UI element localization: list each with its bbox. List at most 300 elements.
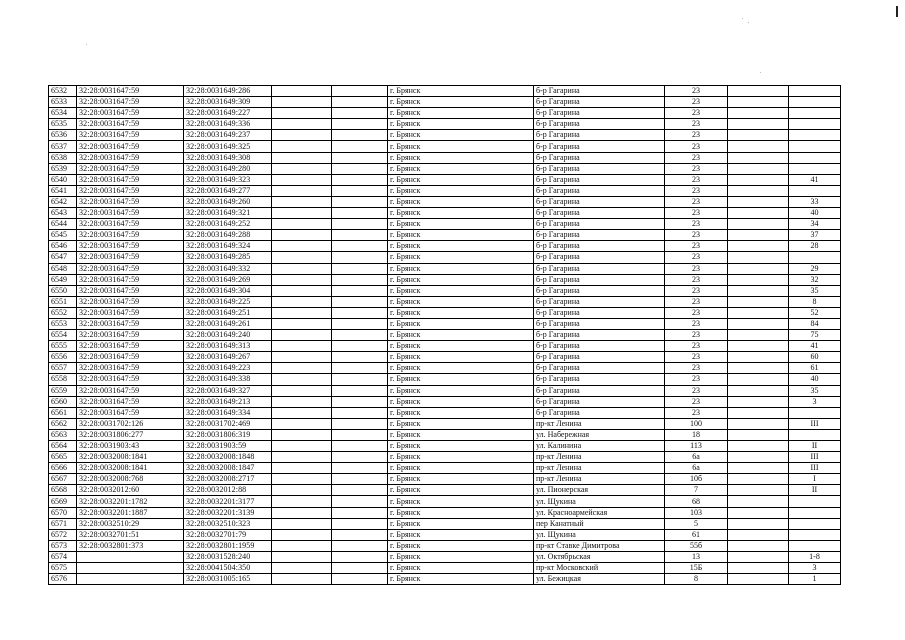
empty-cell (272, 307, 332, 318)
parent-cadastral-number-cell: 32:28:0031647:59 (77, 230, 184, 241)
cadastral-number-cell: 32:28:0031649:336 (184, 119, 272, 130)
city-cell: г. Брянск (388, 463, 534, 474)
city-cell: г. Брянск (388, 374, 534, 385)
table-row (49, 163, 841, 174)
street-cell: б-р Гагарина (534, 363, 665, 374)
premises-number-cell: 8 (789, 296, 841, 307)
street-cell: б-р Гагарина (534, 97, 665, 108)
premises-number-cell: 61 (789, 363, 841, 374)
empty-cell (272, 352, 332, 363)
empty-cell (332, 374, 388, 385)
parent-cadastral-number-cell: 32:28:0032201:1887 (77, 507, 184, 518)
street-cell: пр-кт Ленина (534, 452, 665, 463)
table-row (49, 119, 841, 130)
cadastral-number-cell: 32:28:0031649:277 (184, 185, 272, 196)
cadastral-number-cell: 32:28:0032012:88 (184, 485, 272, 496)
street-cell: пр-кт Ставке Димитрова (534, 540, 665, 551)
house-number-cell: 23 (665, 141, 728, 152)
cadastral-number-cell: 32:28:0031649:240 (184, 330, 272, 341)
cadastral-number-cell: 32:28:0031649:223 (184, 363, 272, 374)
empty-cell (728, 219, 789, 230)
table-row (49, 174, 841, 185)
premises-number-cell: 40 (789, 374, 841, 385)
cadastral-number-cell: 32:28:0031649:334 (184, 407, 272, 418)
house-number-cell: 23 (665, 219, 728, 230)
cadastral-number-cell: 32:28:0032008:1847 (184, 463, 272, 474)
parent-cadastral-number-cell: 32:28:0031647:59 (77, 330, 184, 341)
street-cell: пр-кт Московский (534, 563, 665, 574)
city-cell: г. Брянск (388, 163, 534, 174)
row-number-cell: 6572 (49, 529, 77, 540)
parent-cadastral-number-cell: 32:28:0031647:59 (77, 407, 184, 418)
premises-number-cell: 84 (789, 318, 841, 329)
scan-edge-mark (896, 6, 898, 17)
table-row (49, 352, 841, 363)
parent-cadastral-number-cell: 32:28:0031647:59 (77, 163, 184, 174)
street-cell: пер Канатный (534, 518, 665, 529)
street-cell: б-р Гагарина (534, 263, 665, 274)
premises-number-cell: 33 (789, 196, 841, 207)
house-number-cell: 23 (665, 330, 728, 341)
row-number-cell: 6569 (49, 496, 77, 507)
table-row (49, 529, 841, 540)
empty-cell (272, 152, 332, 163)
empty-cell (728, 86, 789, 97)
table-row (49, 429, 841, 440)
parent-cadastral-number-cell: 32:28:0031647:59 (77, 152, 184, 163)
house-number-cell: 23 (665, 363, 728, 374)
parent-cadastral-number-cell: 32:28:0031647:59 (77, 241, 184, 252)
parent-cadastral-number-cell: 32:28:0031647:59 (77, 130, 184, 141)
street-cell: б-р Гагарина (534, 352, 665, 363)
parent-cadastral-number-cell: 32:28:0031647:59 (77, 185, 184, 196)
house-number-cell: 6а (665, 452, 728, 463)
table-row (49, 208, 841, 219)
row-number-cell: 6567 (49, 474, 77, 485)
row-number-cell: 6548 (49, 263, 77, 274)
parent-cadastral-number-cell: 32:28:0031647:59 (77, 219, 184, 230)
row-number-cell: 6570 (49, 507, 77, 518)
premises-number-cell (789, 252, 841, 263)
city-cell: г. Брянск (388, 252, 534, 263)
empty-cell (728, 108, 789, 119)
empty-cell (728, 429, 789, 440)
table-row (49, 374, 841, 385)
empty-cell (728, 241, 789, 252)
city-cell: г. Брянск (388, 429, 534, 440)
table-row (49, 307, 841, 318)
city-cell: г. Брянск (388, 341, 534, 352)
premises-number-cell: 60 (789, 352, 841, 363)
house-number-cell: 15Б (665, 563, 728, 574)
cadastral-number-cell: 32:28:0031649:225 (184, 296, 272, 307)
parent-cadastral-number-cell: 32:28:0031647:59 (77, 252, 184, 263)
street-cell: б-р Гагарина (534, 241, 665, 252)
empty-cell (332, 152, 388, 163)
house-number-cell: 10б (665, 474, 728, 485)
house-number-cell: 23 (665, 296, 728, 307)
empty-cell (272, 551, 332, 562)
empty-cell (272, 130, 332, 141)
parent-cadastral-number-cell: 32:28:0031647:59 (77, 119, 184, 130)
cadastral-number-cell: 32:28:0032201:3139 (184, 507, 272, 518)
parent-cadastral-number-cell: 32:28:0031647:59 (77, 208, 184, 219)
empty-cell (332, 429, 388, 440)
street-cell: б-р Гагарина (534, 196, 665, 207)
street-cell: пр-кт Ленина (534, 463, 665, 474)
city-cell: г. Брянск (388, 574, 534, 585)
row-number-cell: 6562 (49, 418, 77, 429)
premises-number-cell: 35 (789, 385, 841, 396)
parent-cadastral-number-cell: 32:28:0031647:59 (77, 396, 184, 407)
street-cell: ул. Бежицкая (534, 574, 665, 585)
empty-cell (272, 574, 332, 585)
empty-cell (728, 230, 789, 241)
house-number-cell: 23 (665, 208, 728, 219)
cadastral-number-cell: 32:28:0031649:304 (184, 285, 272, 296)
empty-cell (332, 163, 388, 174)
empty-cell (272, 274, 332, 285)
street-cell: б-р Гагарина (534, 108, 665, 119)
street-cell: ул. Октябрьская (534, 551, 665, 562)
empty-cell (728, 507, 789, 518)
row-number-cell: 6537 (49, 141, 77, 152)
empty-cell (728, 374, 789, 385)
street-cell: пр-кт Ленина (534, 418, 665, 429)
row-number-cell: 6575 (49, 563, 77, 574)
premises-number-cell (789, 86, 841, 97)
cadastral-number-cell: 32:28:0041504:350 (184, 563, 272, 574)
empty-cell (272, 330, 332, 341)
cadastral-number-cell: 32:28:0031649:338 (184, 374, 272, 385)
row-number-cell: 6547 (49, 252, 77, 263)
parent-cadastral-number-cell: 32:28:0031702:126 (77, 418, 184, 429)
empty-cell (728, 97, 789, 108)
city-cell: г. Брянск (388, 274, 534, 285)
row-number-cell: 6576 (49, 574, 77, 585)
empty-cell (332, 341, 388, 352)
empty-cell (272, 474, 332, 485)
cadastral-number-cell: 32:28:0031649:252 (184, 219, 272, 230)
house-number-cell: 23 (665, 407, 728, 418)
table-row (49, 418, 841, 429)
empty-cell (332, 418, 388, 429)
parent-cadastral-number-cell: 32:28:0032008:1841 (77, 463, 184, 474)
table-row (49, 574, 841, 585)
row-number-cell: 6551 (49, 296, 77, 307)
empty-cell (272, 485, 332, 496)
cadastral-number-cell: 32:28:0031806:319 (184, 429, 272, 440)
row-number-cell: 6534 (49, 108, 77, 119)
cadastral-number-cell: 32:28:0031528:240 (184, 551, 272, 562)
scan-speck (86, 44, 87, 45)
empty-cell (332, 518, 388, 529)
parent-cadastral-number-cell: 32:28:0031647:59 (77, 385, 184, 396)
street-cell: ул. Красноармейская (534, 507, 665, 518)
cadastral-number-cell: 32:28:0031649:332 (184, 263, 272, 274)
parent-cadastral-number-cell: 32:28:0031647:59 (77, 196, 184, 207)
house-number-cell: 23 (665, 263, 728, 274)
table-row (49, 407, 841, 418)
house-number-cell: 23 (665, 174, 728, 185)
street-cell: б-р Гагарина (534, 341, 665, 352)
empty-cell (728, 363, 789, 374)
street-cell: б-р Гагарина (534, 152, 665, 163)
row-number-cell: 6559 (49, 385, 77, 396)
parent-cadastral-number-cell: 32:28:0032201:1782 (77, 496, 184, 507)
empty-cell (728, 574, 789, 585)
premises-number-cell: 28 (789, 241, 841, 252)
empty-cell (332, 241, 388, 252)
empty-cell (332, 563, 388, 574)
parent-cadastral-number-cell: 32:28:0032510:29 (77, 518, 184, 529)
house-number-cell: 23 (665, 318, 728, 329)
empty-cell (272, 97, 332, 108)
empty-cell (728, 452, 789, 463)
empty-cell (728, 130, 789, 141)
city-cell: г. Брянск (388, 385, 534, 396)
premises-number-cell (789, 141, 841, 152)
premises-number-cell: I (789, 474, 841, 485)
table-row (49, 563, 841, 574)
empty-cell (272, 463, 332, 474)
empty-cell (332, 219, 388, 230)
house-number-cell: 103 (665, 507, 728, 518)
cadastral-number-cell: 32:28:0031649:324 (184, 241, 272, 252)
empty-cell (272, 141, 332, 152)
cadastral-number-cell: 32:28:0032510:323 (184, 518, 272, 529)
table-row (49, 396, 841, 407)
row-number-cell: 6564 (49, 441, 77, 452)
street-cell: б-р Гагарина (534, 285, 665, 296)
empty-cell (272, 441, 332, 452)
street-cell: б-р Гагарина (534, 174, 665, 185)
premises-number-cell (789, 407, 841, 418)
empty-cell (728, 307, 789, 318)
empty-cell (332, 507, 388, 518)
empty-cell (728, 407, 789, 418)
cadastral-number-cell: 32:28:0031649:251 (184, 307, 272, 318)
house-number-cell: 23 (665, 163, 728, 174)
row-number-cell: 6574 (49, 551, 77, 562)
street-cell: ул. Набережная (534, 429, 665, 440)
cadastral-number-cell: 32:28:0032201:3177 (184, 496, 272, 507)
table-row (49, 540, 841, 551)
table-row (49, 441, 841, 452)
table-row (49, 318, 841, 329)
street-cell: б-р Гагарина (534, 230, 665, 241)
row-number-cell: 6556 (49, 352, 77, 363)
premises-number-cell (789, 163, 841, 174)
city-cell: г. Брянск (388, 318, 534, 329)
house-number-cell: 55б (665, 540, 728, 551)
city-cell: г. Брянск (388, 496, 534, 507)
premises-number-cell: III (789, 463, 841, 474)
premises-number-cell: 3 (789, 563, 841, 574)
parent-cadastral-number-cell: 32:28:0031647:59 (77, 108, 184, 119)
empty-cell (728, 518, 789, 529)
empty-cell (332, 208, 388, 219)
table-row (49, 285, 841, 296)
parent-cadastral-number-cell: 32:28:0031647:59 (77, 307, 184, 318)
empty-cell (272, 296, 332, 307)
city-cell: г. Брянск (388, 485, 534, 496)
empty-cell (332, 551, 388, 562)
table-row (49, 196, 841, 207)
premises-number-cell: 37 (789, 230, 841, 241)
empty-cell (728, 174, 789, 185)
house-number-cell: 23 (665, 97, 728, 108)
city-cell: г. Брянск (388, 141, 534, 152)
parent-cadastral-number-cell: 32:28:0031647:59 (77, 296, 184, 307)
house-number-cell: 18 (665, 429, 728, 440)
empty-cell (728, 296, 789, 307)
parent-cadastral-number-cell: 32:28:0031647:59 (77, 352, 184, 363)
city-cell: г. Брянск (388, 363, 534, 374)
premises-number-cell (789, 152, 841, 163)
city-cell: г. Брянск (388, 352, 534, 363)
empty-cell (272, 540, 332, 551)
house-number-cell: 23 (665, 196, 728, 207)
empty-cell (272, 285, 332, 296)
premises-number-cell: 29 (789, 263, 841, 274)
house-number-cell: 23 (665, 352, 728, 363)
street-cell: пр-кт Ленина (534, 474, 665, 485)
street-cell: б-р Гагарина (534, 86, 665, 97)
table-row (49, 518, 841, 529)
table-row (49, 230, 841, 241)
premises-number-cell: II (789, 485, 841, 496)
house-number-cell: 23 (665, 108, 728, 119)
parent-cadastral-number-cell: 32:28:0031647:59 (77, 341, 184, 352)
empty-cell (332, 108, 388, 119)
city-cell: г. Брянск (388, 396, 534, 407)
empty-cell (272, 196, 332, 207)
street-cell: б-р Гагарина (534, 163, 665, 174)
premises-number-cell: II (789, 441, 841, 452)
empty-cell (728, 496, 789, 507)
row-number-cell: 6538 (49, 152, 77, 163)
parent-cadastral-number-cell (77, 563, 184, 574)
empty-cell (272, 230, 332, 241)
premises-number-cell: 41 (789, 341, 841, 352)
empty-cell (728, 352, 789, 363)
city-cell: г. Брянск (388, 441, 534, 452)
house-number-cell: 7 (665, 485, 728, 496)
empty-cell (272, 529, 332, 540)
city-cell: г. Брянск (388, 551, 534, 562)
city-cell: г. Брянск (388, 108, 534, 119)
empty-cell (728, 385, 789, 396)
premises-number-cell (789, 518, 841, 529)
parent-cadastral-number-cell (77, 551, 184, 562)
street-cell: б-р Гагарина (534, 407, 665, 418)
house-number-cell: 23 (665, 252, 728, 263)
city-cell: г. Брянск (388, 307, 534, 318)
empty-cell (728, 285, 789, 296)
row-number-cell: 6553 (49, 318, 77, 329)
street-cell: ул. Калинина (534, 441, 665, 452)
table-row (49, 474, 841, 485)
empty-cell (272, 385, 332, 396)
empty-cell (332, 141, 388, 152)
empty-cell (332, 463, 388, 474)
house-number-cell: 23 (665, 374, 728, 385)
empty-cell (272, 208, 332, 219)
parent-cadastral-number-cell: 32:28:0032012:60 (77, 485, 184, 496)
empty-cell (272, 86, 332, 97)
premises-number-cell: 32 (789, 274, 841, 285)
table-row (49, 263, 841, 274)
empty-cell (332, 196, 388, 207)
empty-cell (272, 219, 332, 230)
empty-cell (272, 252, 332, 263)
cadastral-number-cell: 32:28:0031649:260 (184, 196, 272, 207)
premises-number-cell (789, 185, 841, 196)
empty-cell (272, 119, 332, 130)
cadastral-number-cell: 32:28:0031649:269 (184, 274, 272, 285)
table-row (49, 496, 841, 507)
empty-cell (272, 452, 332, 463)
house-number-cell: 23 (665, 185, 728, 196)
house-number-cell: 68 (665, 496, 728, 507)
parent-cadastral-number-cell: 32:28:0032008:768 (77, 474, 184, 485)
empty-cell (728, 563, 789, 574)
street-cell: б-р Гагарина (534, 385, 665, 396)
row-number-cell: 6555 (49, 341, 77, 352)
premises-number-cell: 1 (789, 574, 841, 585)
empty-cell (728, 252, 789, 263)
street-cell: б-р Гагарина (534, 252, 665, 263)
row-number-cell: 6568 (49, 485, 77, 496)
table-row (49, 341, 841, 352)
row-number-cell: 6566 (49, 463, 77, 474)
premises-number-cell (789, 540, 841, 551)
scan-speck (742, 18, 743, 19)
empty-cell (332, 119, 388, 130)
street-cell: б-р Гагарина (534, 330, 665, 341)
empty-cell (332, 496, 388, 507)
house-number-cell: 6а (665, 463, 728, 474)
parent-cadastral-number-cell: 32:28:0031806:277 (77, 429, 184, 440)
empty-cell (728, 119, 789, 130)
empty-cell (272, 318, 332, 329)
city-cell: г. Брянск (388, 507, 534, 518)
city-cell: г. Брянск (388, 452, 534, 463)
cadastral-number-cell: 32:28:0031702:469 (184, 418, 272, 429)
cadastral-number-cell: 32:28:0031005:165 (184, 574, 272, 585)
premises-number-cell: 3 (789, 396, 841, 407)
house-number-cell: 5 (665, 518, 728, 529)
street-cell: б-р Гагарина (534, 141, 665, 152)
parent-cadastral-number-cell: 32:28:0032801:373 (77, 540, 184, 551)
cadastral-number-cell: 32:28:0031649:313 (184, 341, 272, 352)
cadastral-number-cell: 32:28:0032008:1848 (184, 452, 272, 463)
row-number-cell: 6554 (49, 330, 77, 341)
table-row (49, 97, 841, 108)
street-cell: б-р Гагарина (534, 296, 665, 307)
empty-cell (332, 130, 388, 141)
street-cell: б-р Гагарина (534, 307, 665, 318)
cadastral-number-cell: 32:28:0031649:321 (184, 208, 272, 219)
house-number-cell: 100 (665, 418, 728, 429)
parent-cadastral-number-cell: 32:28:0031647:59 (77, 86, 184, 97)
cadastral-number-cell: 32:28:0031649:280 (184, 163, 272, 174)
street-cell: б-р Гагарина (534, 185, 665, 196)
table-row (49, 130, 841, 141)
row-number-cell: 6539 (49, 163, 77, 174)
empty-cell (272, 396, 332, 407)
